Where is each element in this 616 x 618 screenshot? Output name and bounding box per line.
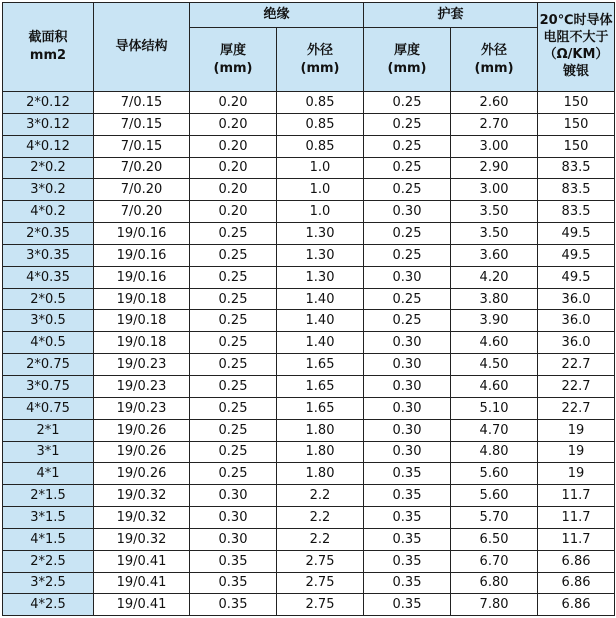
sheath-thickness-cell: 0.25	[364, 157, 451, 179]
resistance-cell: 11.7	[538, 528, 615, 550]
section-area-cell: 2*1.5	[3, 485, 94, 507]
section-area-cell: 4*0.5	[3, 332, 94, 354]
insulation-thickness-cell: 0.25	[190, 223, 277, 245]
section-area-cell: 4*0.12	[3, 135, 94, 157]
section-area-cell: 4*1	[3, 463, 94, 485]
conductor-structure-cell: 19/0.32	[94, 507, 190, 529]
insulation-thickness-cell: 0.20	[190, 157, 277, 179]
resistance-cell: 150	[538, 92, 615, 114]
insulation-thickness-cell: 0.25	[190, 288, 277, 310]
section-area-cell: 4*0.35	[3, 266, 94, 288]
sheath-thickness-cell: 0.35	[364, 572, 451, 594]
conductor-structure-cell: 19/0.41	[94, 594, 190, 616]
sheath-outer-diameter-cell: 2.90	[451, 157, 538, 179]
section-area-cell: 4*1.5	[3, 528, 94, 550]
resistance-cell: 6.86	[538, 550, 615, 572]
sheath-outer-diameter-cell: 3.00	[451, 179, 538, 201]
insulation-outer-diameter-header: 外径 (mm)	[277, 28, 364, 92]
sheath-outer-diameter-cell: 5.70	[451, 507, 538, 529]
insulation-thickness-cell: 0.25	[190, 354, 277, 376]
insulation-thickness-header: 厚度 (mm)	[190, 28, 277, 92]
insulation-outer-diameter-cell: 1.80	[277, 419, 364, 441]
resistance-cell: 19	[538, 441, 615, 463]
table-row	[3, 441, 615, 463]
insulation-thickness-cell: 0.20	[190, 179, 277, 201]
table-row	[3, 135, 615, 157]
sheath-thickness-header: 厚度 (mm)	[364, 28, 451, 92]
resistance-header: 20℃时导体 电阻不大于 （Ω/KM） 镀银	[538, 3, 615, 92]
sheath-thickness-cell: 0.25	[364, 135, 451, 157]
table-row	[3, 288, 615, 310]
insulation-outer-diameter-cell: 0.85	[277, 135, 364, 157]
insulation-outer-diameter-cell: 1.65	[277, 354, 364, 376]
sheath-outer-diameter-cell: 2.70	[451, 113, 538, 135]
sheath-outer-diameter-cell: 5.60	[451, 485, 538, 507]
sheath-outer-diameter-cell: 6.80	[451, 572, 538, 594]
conductor-structure-cell: 19/0.23	[94, 354, 190, 376]
section-area-header: 截面积 mm2	[3, 3, 94, 92]
conductor-structure-cell: 19/0.32	[94, 528, 190, 550]
insulation-outer-diameter-cell: 1.0	[277, 201, 364, 223]
sheath-outer-diameter-cell: 4.50	[451, 354, 538, 376]
section-area-cell: 3*0.12	[3, 113, 94, 135]
sheath-outer-diameter-cell: 4.20	[451, 266, 538, 288]
table-row	[3, 572, 615, 594]
conductor-structure-cell: 19/0.18	[94, 332, 190, 354]
sheath-thickness-cell: 0.25	[364, 310, 451, 332]
resistance-cell: 19	[538, 463, 615, 485]
conductor-structure-cell: 7/0.20	[94, 201, 190, 223]
sheath-thickness-cell: 0.25	[364, 223, 451, 245]
insulation-outer-diameter-cell: 1.65	[277, 375, 364, 397]
table-row	[3, 157, 615, 179]
table-row	[3, 354, 615, 376]
header-row-1	[3, 3, 615, 28]
section-area-cell: 3*0.2	[3, 179, 94, 201]
section-area-cell: 4*0.2	[3, 201, 94, 223]
section-area-cell: 4*2.5	[3, 594, 94, 616]
conductor-structure-header: 导体结构	[94, 3, 190, 92]
sheath-thickness-cell: 0.25	[364, 244, 451, 266]
sheath-outer-diameter-header: 外径 (mm)	[451, 28, 538, 92]
insulation-outer-diameter-cell: 1.30	[277, 244, 364, 266]
insulation-thickness-cell: 0.20	[190, 135, 277, 157]
section-area-cell: 3*2.5	[3, 572, 94, 594]
conductor-structure-cell: 19/0.18	[94, 310, 190, 332]
insulation-thickness-cell: 0.30	[190, 485, 277, 507]
sheath-thickness-cell: 0.25	[364, 92, 451, 114]
sheath-thickness-cell: 0.30	[364, 201, 451, 223]
sheath-thickness-cell: 0.35	[364, 463, 451, 485]
table-row	[3, 332, 615, 354]
insulation-outer-diameter-cell: 0.85	[277, 92, 364, 114]
table-row	[3, 266, 615, 288]
insulation-outer-diameter-cell: 1.30	[277, 266, 364, 288]
table-row	[3, 485, 615, 507]
insulation-outer-diameter-cell: 2.2	[277, 485, 364, 507]
sheath-outer-diameter-cell: 4.80	[451, 441, 538, 463]
insulation-outer-diameter-cell: 1.40	[277, 332, 364, 354]
insulation-thickness-cell: 0.35	[190, 594, 277, 616]
sheath-outer-diameter-cell: 3.50	[451, 201, 538, 223]
resistance-cell: 11.7	[538, 507, 615, 529]
insulation-thickness-cell: 0.25	[190, 310, 277, 332]
table-row	[3, 244, 615, 266]
resistance-cell: 83.5	[538, 201, 615, 223]
resistance-cell: 49.5	[538, 266, 615, 288]
sheath-thickness-cell: 0.25	[364, 113, 451, 135]
conductor-structure-cell: 19/0.26	[94, 463, 190, 485]
insulation-thickness-cell: 0.25	[190, 419, 277, 441]
conductor-structure-cell: 19/0.18	[94, 288, 190, 310]
conductor-structure-cell: 7/0.20	[94, 157, 190, 179]
resistance-cell: 22.7	[538, 397, 615, 419]
section-area-cell: 4*0.75	[3, 397, 94, 419]
sheath-outer-diameter-cell: 6.50	[451, 528, 538, 550]
sheath-thickness-cell: 0.30	[364, 419, 451, 441]
section-area-cell: 3*0.35	[3, 244, 94, 266]
section-area-cell: 2*0.5	[3, 288, 94, 310]
sheath-outer-diameter-cell: 4.70	[451, 419, 538, 441]
insulation-outer-diameter-cell: 1.40	[277, 310, 364, 332]
section-area-cell: 2*0.75	[3, 354, 94, 376]
conductor-structure-cell: 19/0.26	[94, 419, 190, 441]
conductor-structure-cell: 19/0.23	[94, 397, 190, 419]
insulation-outer-diameter-cell: 2.75	[277, 594, 364, 616]
sheath-outer-diameter-cell: 3.80	[451, 288, 538, 310]
sheath-thickness-cell: 0.30	[364, 441, 451, 463]
sheath-outer-diameter-cell: 3.60	[451, 244, 538, 266]
sheath-header: 护套	[364, 3, 538, 28]
resistance-cell: 6.86	[538, 594, 615, 616]
resistance-cell: 36.0	[538, 332, 615, 354]
table-row	[3, 375, 615, 397]
sheath-thickness-cell: 0.25	[364, 288, 451, 310]
sheath-thickness-cell: 0.30	[364, 354, 451, 376]
insulation-outer-diameter-cell: 1.65	[277, 397, 364, 419]
insulation-outer-diameter-cell: 1.40	[277, 288, 364, 310]
table-row	[3, 507, 615, 529]
cable-spec-table	[2, 2, 615, 616]
resistance-cell: 19	[538, 419, 615, 441]
sheath-outer-diameter-cell: 6.70	[451, 550, 538, 572]
resistance-cell: 11.7	[538, 485, 615, 507]
resistance-cell: 150	[538, 113, 615, 135]
sheath-thickness-cell: 0.30	[364, 266, 451, 288]
insulation-outer-diameter-cell: 2.2	[277, 507, 364, 529]
table-row	[3, 310, 615, 332]
sheath-outer-diameter-cell: 3.50	[451, 223, 538, 245]
insulation-thickness-cell: 0.25	[190, 266, 277, 288]
insulation-thickness-cell: 0.25	[190, 441, 277, 463]
sheath-thickness-cell: 0.35	[364, 528, 451, 550]
conductor-structure-cell: 19/0.26	[94, 441, 190, 463]
table-row	[3, 528, 615, 550]
conductor-structure-cell: 7/0.20	[94, 179, 190, 201]
insulation-thickness-cell: 0.25	[190, 332, 277, 354]
sheath-thickness-cell: 0.35	[364, 485, 451, 507]
insulation-thickness-cell: 0.25	[190, 463, 277, 485]
resistance-cell: 49.5	[538, 244, 615, 266]
sheath-thickness-cell: 0.30	[364, 397, 451, 419]
insulation-thickness-cell: 0.20	[190, 92, 277, 114]
conductor-structure-cell: 19/0.23	[94, 375, 190, 397]
insulation-outer-diameter-cell: 1.80	[277, 441, 364, 463]
resistance-cell: 22.7	[538, 354, 615, 376]
insulation-thickness-cell: 0.35	[190, 550, 277, 572]
insulation-thickness-cell: 0.20	[190, 201, 277, 223]
section-area-cell: 2*0.35	[3, 223, 94, 245]
insulation-thickness-cell: 0.30	[190, 507, 277, 529]
conductor-structure-cell: 19/0.41	[94, 572, 190, 594]
table-row	[3, 201, 615, 223]
table-row	[3, 179, 615, 201]
conductor-structure-cell: 7/0.15	[94, 92, 190, 114]
insulation-thickness-cell: 0.25	[190, 397, 277, 419]
insulation-thickness-cell: 0.20	[190, 113, 277, 135]
sheath-thickness-cell: 0.35	[364, 594, 451, 616]
table-row	[3, 594, 615, 616]
section-area-cell: 2*2.5	[3, 550, 94, 572]
sheath-thickness-cell: 0.35	[364, 507, 451, 529]
conductor-structure-cell: 19/0.16	[94, 223, 190, 245]
table-row	[3, 92, 615, 114]
resistance-cell: 22.7	[538, 375, 615, 397]
sheath-thickness-cell: 0.30	[364, 332, 451, 354]
conductor-structure-cell: 19/0.32	[94, 485, 190, 507]
insulation-thickness-cell: 0.35	[190, 572, 277, 594]
resistance-cell: 83.5	[538, 157, 615, 179]
sheath-outer-diameter-cell: 3.00	[451, 135, 538, 157]
sheath-outer-diameter-cell: 5.60	[451, 463, 538, 485]
table-body	[3, 92, 615, 616]
insulation-outer-diameter-cell: 1.80	[277, 463, 364, 485]
resistance-cell: 36.0	[538, 288, 615, 310]
sheath-outer-diameter-cell: 4.60	[451, 332, 538, 354]
table-row	[3, 397, 615, 419]
section-area-cell: 3*0.5	[3, 310, 94, 332]
resistance-cell: 150	[538, 135, 615, 157]
section-area-cell: 3*1.5	[3, 507, 94, 529]
sheath-outer-diameter-cell: 5.10	[451, 397, 538, 419]
insulation-header: 绝缘	[190, 3, 364, 28]
conductor-structure-cell: 19/0.16	[94, 266, 190, 288]
insulation-outer-diameter-cell: 1.0	[277, 157, 364, 179]
insulation-outer-diameter-cell: 0.85	[277, 113, 364, 135]
resistance-cell: 49.5	[538, 223, 615, 245]
section-area-cell: 2*1	[3, 419, 94, 441]
resistance-cell: 83.5	[538, 179, 615, 201]
insulation-thickness-cell: 0.25	[190, 244, 277, 266]
table-row	[3, 463, 615, 485]
table-row	[3, 550, 615, 572]
sheath-thickness-cell: 0.25	[364, 179, 451, 201]
insulation-outer-diameter-cell: 2.2	[277, 528, 364, 550]
table-row	[3, 113, 615, 135]
insulation-thickness-cell: 0.30	[190, 528, 277, 550]
resistance-cell: 36.0	[538, 310, 615, 332]
resistance-cell: 6.86	[538, 572, 615, 594]
section-area-cell: 3*0.75	[3, 375, 94, 397]
conductor-structure-cell: 19/0.41	[94, 550, 190, 572]
insulation-outer-diameter-cell: 2.75	[277, 550, 364, 572]
sheath-outer-diameter-cell: 4.60	[451, 375, 538, 397]
sheath-outer-diameter-cell: 7.80	[451, 594, 538, 616]
sheath-outer-diameter-cell: 3.90	[451, 310, 538, 332]
section-area-cell: 3*1	[3, 441, 94, 463]
conductor-structure-cell: 7/0.15	[94, 135, 190, 157]
sheath-thickness-cell: 0.30	[364, 375, 451, 397]
insulation-outer-diameter-cell: 2.75	[277, 572, 364, 594]
insulation-outer-diameter-cell: 1.30	[277, 223, 364, 245]
insulation-thickness-cell: 0.25	[190, 375, 277, 397]
section-area-cell: 2*0.2	[3, 157, 94, 179]
sheath-thickness-cell: 0.35	[364, 550, 451, 572]
table-row	[3, 419, 615, 441]
section-area-cell: 2*0.12	[3, 92, 94, 114]
conductor-structure-cell: 7/0.15	[94, 113, 190, 135]
sheath-outer-diameter-cell: 2.60	[451, 92, 538, 114]
conductor-structure-cell: 19/0.16	[94, 244, 190, 266]
insulation-outer-diameter-cell: 1.0	[277, 179, 364, 201]
table-row	[3, 223, 615, 245]
